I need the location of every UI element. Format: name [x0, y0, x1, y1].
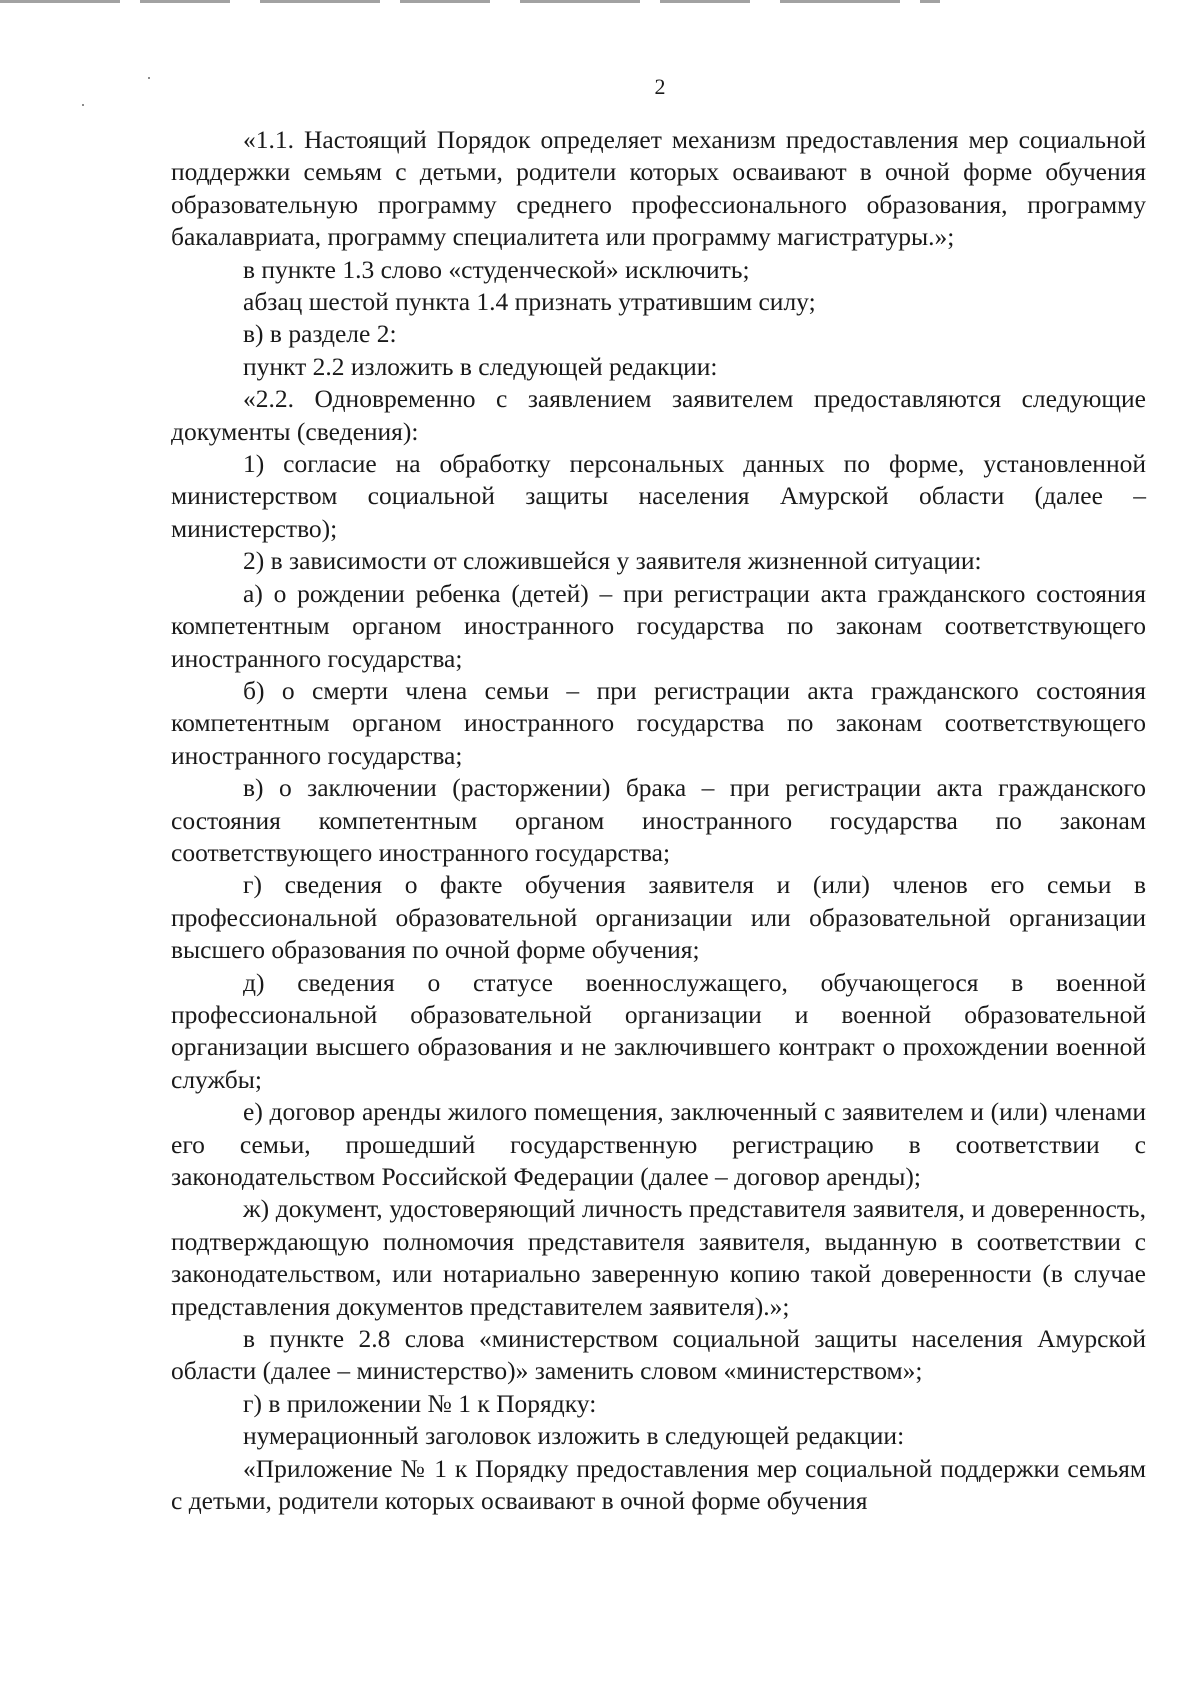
- paragraph: ж) документ, удостоверяющий личность представителя заявителя, и доверенность, подтверждающую полномочия представителя заявителя, выданную в соответствии с законодательством, или нотариально заверенную копию такой доверенности (в случае представления документов представителем заявителя).»;: [171, 1194, 1146, 1321]
- paragraph: г) сведения о факте обучения заявителя и (или) членов его семьи в профессиональной образовательной организации или образовательной организации высшего образования по очной форме обучения;: [171, 870, 1146, 965]
- scan-speck: [82, 104, 84, 106]
- paragraph: б) о смерти члена семьи – при регистрации акта гражданского состояния компетентным органом иностранного государства по законам соответствующего иностранного государства;: [171, 675, 1146, 770]
- paragraph: в пункте 1.3 слово «студенческой» исключить;: [243, 254, 750, 284]
- page-number: 2: [654, 74, 666, 99]
- paragraph: в) о заключении (расторжении) брака – при регистрации акта гражданского состояния компетентным органом иностранного государства по законам соответствующего иностранного государства;: [171, 773, 1146, 867]
- paragraph: е) договор аренды жилого помещения, заключенный с заявителем и (или) членами его семьи, прошедший государственную регистрацию в соответствии с законодательством Российской Федерации (далее – договор аренды);: [171, 1097, 1146, 1191]
- paragraph: в) в разделе 2:: [243, 319, 397, 349]
- paragraph: в пункте 2.8 слова «министерством социальной защиты населения Амурской области (далее – министерство)» заменить словом «министерством»;: [171, 1324, 1146, 1386]
- paragraph: пункт 2.2 изложить в следующей редакции:: [243, 351, 718, 381]
- paragraph: «1.1. Настоящий Порядок определяет механизм предоставления мер социальной поддержки семьям с детьми, родители которых осваивают в очной форме обучения образовательную программу среднего профессионального образования, программу бакалавриата, программу специалитета или программу магистратуры.»;: [171, 125, 1146, 252]
- paragraph: нумерационный заголовок изложить в следующей редакции:: [243, 1421, 905, 1451]
- paragraph: 2) в зависимости от сложившейся у заявителя жизненной ситуации:: [243, 546, 982, 576]
- paragraph: г) в приложении № 1 к Порядку:: [243, 1388, 597, 1418]
- paragraph: д) сведения о статусе военнослужащего, обучающегося в военной профессиональной образовательной организации и военной образовательной организации высшего образования и не заключившего контракт о прохождении военной службы;: [171, 967, 1146, 1094]
- paragraph: «2.2. Одновременно с заявлением заявителем предоставляются следующие документы (сведения):: [171, 384, 1146, 446]
- scan-edge-artifact: [0, 0, 940, 3]
- document-body: [171, 124, 1146, 1517]
- paragraph: а) о рождении ребенка (детей) – при регистрации акта гражданского состояния компетентным органом иностранного государства по законам соответствующего иностранного государства;: [171, 578, 1146, 673]
- paragraph: 1) согласие на обработку персональных данных по форме, установленной министерством социальной защиты населения Амурской области (далее – министерство);: [171, 449, 1146, 543]
- paragraph: абзац шестой пункта 1.4 признать утратившим силу;: [243, 287, 816, 317]
- paragraph: «Приложение № 1 к Порядку предоставления мер социальной поддержки семьям с детьми, родители которых осваивают в очной форме обучения: [171, 1453, 1146, 1516]
